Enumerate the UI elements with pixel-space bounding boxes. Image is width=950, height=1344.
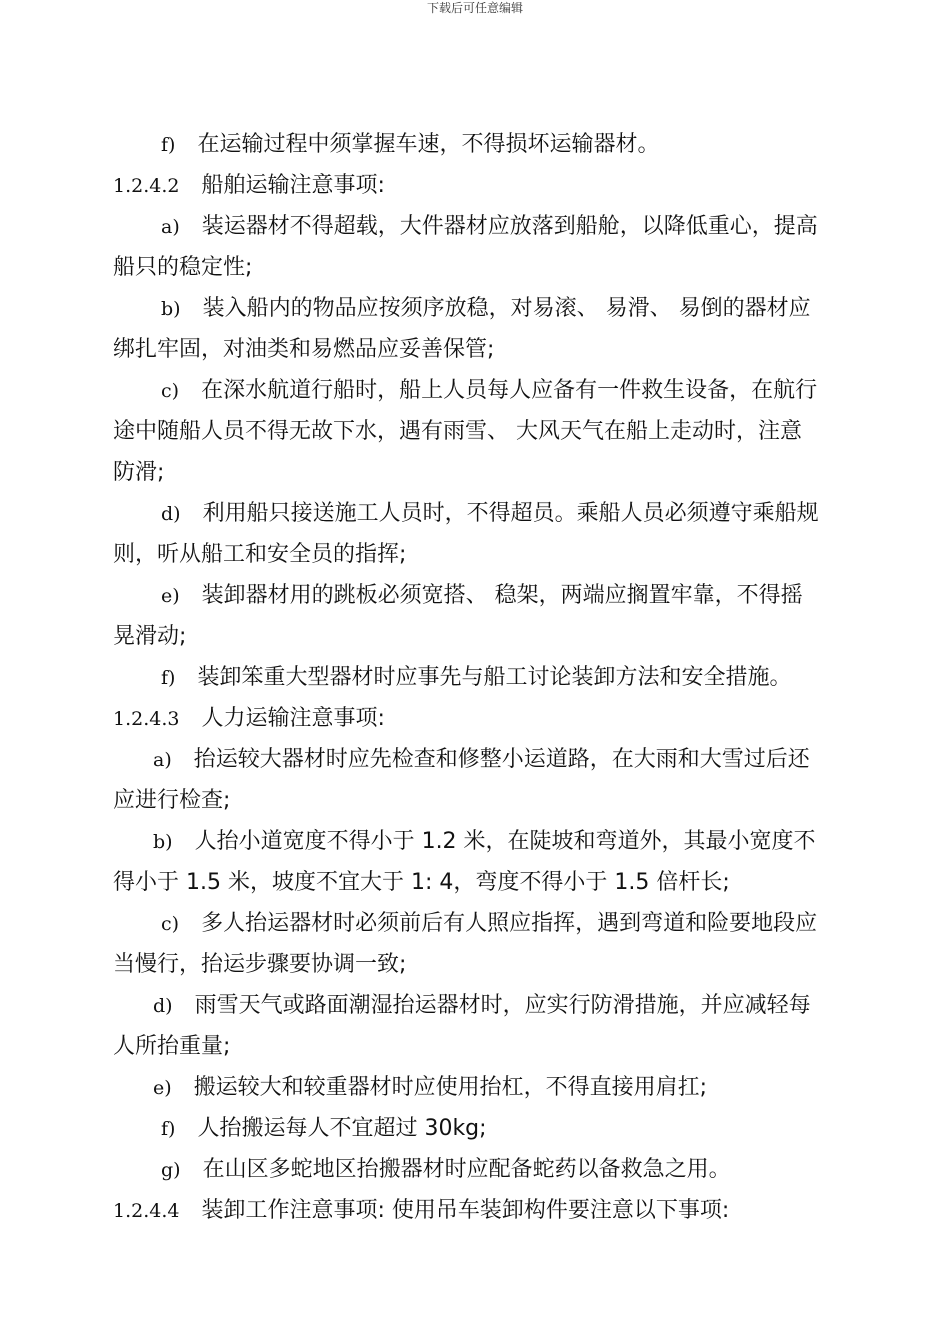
line-text: 则，听从船工和安全员的指挥; xyxy=(113,542,407,567)
line-text: 船只的稳定性; xyxy=(113,255,253,280)
text-line xyxy=(113,124,858,165)
line-text: 抬运较大器材时应先检查和修整小运道路，在大雨和大雪过后还 xyxy=(193,747,810,772)
text-line xyxy=(113,411,858,452)
item-label: c) xyxy=(161,913,180,935)
line-text: 利用船只接送施工人员时，不得超员。乘船人员必须遵守乘船规 xyxy=(202,501,819,526)
item-label: a) xyxy=(153,749,172,771)
item-label: g) xyxy=(161,1159,181,1181)
line-text: 多人抬运器材时必须前后有人照应指挥，遇到弯道和险要地段应 xyxy=(201,911,818,936)
line-text: 人抬搬运每人不宜超过 30kg; xyxy=(197,1116,487,1141)
text-line xyxy=(113,452,858,493)
line-text: 在山区多蛇地区抬搬器材时应配备蛇药以备救急之用。 xyxy=(202,1157,731,1182)
text-line xyxy=(113,944,858,985)
item-label: f) xyxy=(161,1118,176,1140)
text-line xyxy=(113,288,858,329)
item-label: f) xyxy=(161,667,176,689)
text-line xyxy=(113,1190,858,1231)
text-line xyxy=(113,780,858,821)
text-line xyxy=(113,739,858,780)
text-line xyxy=(113,206,858,247)
line-text: 绑扎牢固，对油类和易燃品应妥善保管; xyxy=(113,337,495,362)
line-text: 装卸笨重大型器材时应事先与船工讨论装卸方法和安全措施。 xyxy=(197,665,792,690)
item-label: f) xyxy=(161,134,176,156)
line-text: 船舶运输注意事项: xyxy=(201,173,385,198)
line-text: 当慢行，抬运步骤要协调一致; xyxy=(113,952,407,977)
text-line xyxy=(113,616,858,657)
text-line xyxy=(113,1067,858,1108)
text-line xyxy=(113,329,858,370)
text-line xyxy=(113,903,858,944)
line-text: 人力运输注意事项: xyxy=(201,706,385,731)
text-line xyxy=(113,1026,858,1067)
item-label: b) xyxy=(161,298,181,320)
line-text: 途中随船人员不得无故下水，遇有雨雪、 大风天气在船上走动时，注意 xyxy=(113,419,802,444)
text-line xyxy=(113,1149,858,1190)
section-number: 1.2.4.3 xyxy=(113,708,180,730)
item-label: d) xyxy=(153,995,173,1017)
line-text: 在运输过程中须掌握车速，不得损坏运输器材。 xyxy=(197,132,660,157)
line-text: 搬运较大和较重器材时应使用抬杠，不得直接用肩扛; xyxy=(193,1075,708,1100)
text-line xyxy=(113,370,858,411)
line-text: 人抬小道宽度不得小于 1.2 米，在陡坡和弯道外，其最小宽度不 xyxy=(194,829,816,854)
line-text: 得小于 1.5 米，坡度不宜大于 1: 4，弯度不得小于 1.5 倍杆长; xyxy=(113,870,730,895)
line-text: 装入船内的物品应按须序放稳，对易滚、 易滑、 易倒的器材应 xyxy=(202,296,811,321)
line-text: 装运器材不得超载，大件器材应放落到船舱，以降低重心，提高 xyxy=(201,214,818,239)
item-label: b) xyxy=(153,831,173,853)
item-label: a) xyxy=(161,216,180,238)
section-number: 1.2.4.4 xyxy=(113,1200,180,1222)
text-line xyxy=(113,698,858,739)
line-text: 防滑; xyxy=(113,460,165,485)
section-number: 1.2.4.2 xyxy=(113,175,180,197)
line-text: 装卸器材用的跳板必须宽搭、 稳架，两端应搁置牢靠，不得摇 xyxy=(201,583,803,608)
page-header-note: 下载后可任意编辑 xyxy=(426,1,523,15)
document-body xyxy=(113,124,858,1231)
text-line xyxy=(113,821,858,862)
item-label: c) xyxy=(161,380,180,402)
text-line xyxy=(113,657,858,698)
text-line xyxy=(113,862,858,903)
item-label: d) xyxy=(161,503,181,525)
line-text: 在深水航道行船时，船上人员每人应备有一件救生设备，在航行 xyxy=(201,378,818,403)
text-line xyxy=(113,575,858,616)
text-line xyxy=(113,1108,858,1149)
line-text: 人所抬重量; xyxy=(113,1034,231,1059)
text-line xyxy=(113,534,858,575)
text-line xyxy=(113,493,858,534)
item-label: e) xyxy=(161,585,180,607)
item-label: e) xyxy=(153,1077,172,1099)
line-text: 雨雪天气或路面潮湿抬运器材时，应实行防滑措施，并应减轻每 xyxy=(194,993,811,1018)
text-line xyxy=(113,247,858,288)
line-text: 应进行检查; xyxy=(113,788,231,813)
text-line xyxy=(113,985,858,1026)
line-text: 装卸工作注意事项: 使用吊车装卸构件要注意以下事项: xyxy=(201,1198,730,1223)
line-text: 晃滑动; xyxy=(113,624,187,649)
text-line xyxy=(113,165,858,206)
